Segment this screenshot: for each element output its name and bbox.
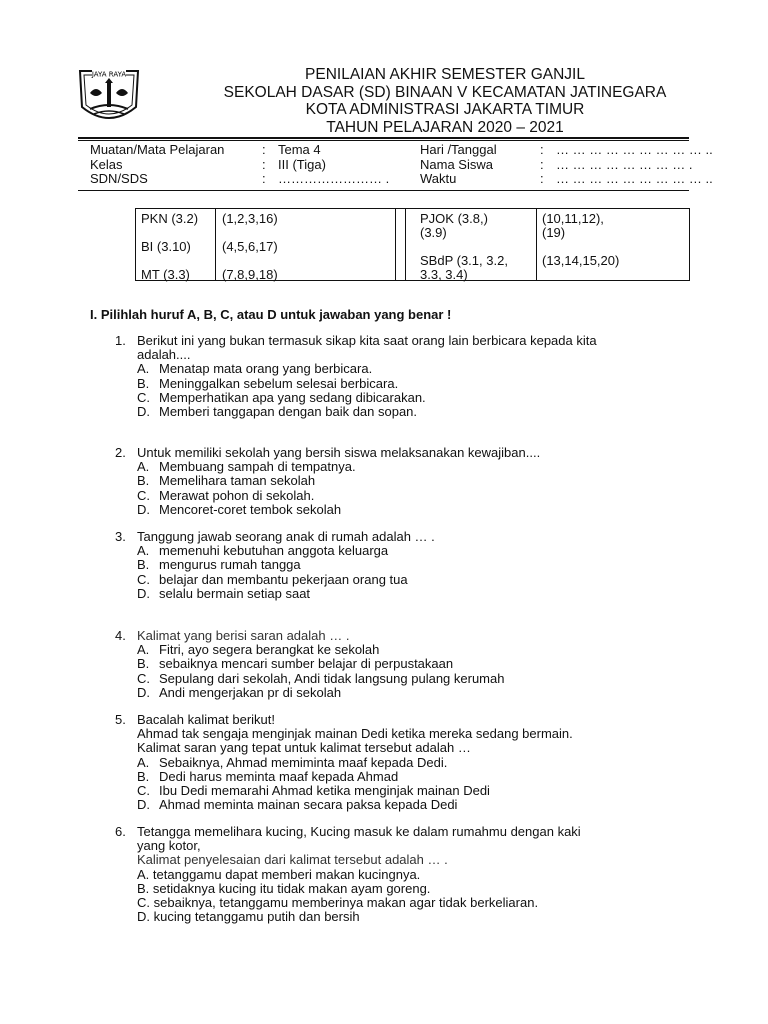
answer-option [137,503,540,517]
info-right-colons [540,143,544,187]
option-key: B. [137,557,150,573]
option-text: mengurus rumah tangga [159,557,301,573]
question-number: 5. [115,712,126,727]
question-text: Bacalah kalimat berikut! [137,712,276,727]
answer-option [137,868,581,882]
question [115,529,435,601]
answer-option [137,756,573,770]
answer-option [137,460,540,474]
option-key: A. [137,866,150,882]
answer-option [137,405,597,419]
option-key: C. [137,783,150,799]
option-text: belajar dan membantu pekerjaan orang tua [159,571,408,587]
option-key: B. [137,656,150,672]
question-text: Kalimat saran yang tepat untuk kalimat tersebut adalah … [137,740,471,756]
divider-info [78,190,689,191]
info-label-class: Kelas [90,156,123,172]
option-key: D. [137,404,150,420]
question-number: 4. [115,628,126,643]
kd-subject: (3.9) [420,225,447,240]
kd-subject: SBdP (3.1, 3.2, [420,253,508,268]
colon: : [540,142,544,157]
option-text: sebaiknya mencari sumber belajar di perpustakaan [159,656,454,672]
option-text: Memperhatikan apa yang sedang dibicarakan. [159,389,426,405]
info-label-time: Waktu [420,171,457,186]
option-text: Merawat pohon di sekolah. [159,487,315,503]
kd-subject: 3.3, 3.4) [420,267,468,282]
info-value-name: … … … … … … … … . [556,156,693,172]
option-text: Meninggalkan sebelum selesai berbicara. [159,375,399,391]
option-text: Memelihara taman sekolah [159,473,316,489]
question-text: Tanggung jawab seorang anak di rumah adalah … . [137,529,435,544]
info-label-date: Hari /Tanggal [420,142,497,157]
question [115,712,573,813]
option-key: A. [137,361,150,377]
info-value-subject: Tema 4 [278,142,321,157]
question-text: Berikut ini yang bukan termasuk sikap kita saat orang lain berbicara kepada kita [137,333,597,348]
section-instruction: I. Pilihlah huruf A, B, C, atau D untuk jawaban yang benar ! [90,307,452,322]
answer-option [137,544,435,558]
question-text: Tetangga memelihara kucing, Kucing masuk ke dalam rumahmu dengan kaki [137,824,581,839]
option-text: Memberi tanggapan dengan baik dan sopan. [159,404,418,420]
kd-numbers: (7,8,9,18) [222,267,278,282]
option-key: D. [137,585,150,601]
option-key: C. [137,895,150,911]
question-text: Kalimat yang berisi saran adalah … . [137,628,350,643]
table-column-line [395,209,396,280]
answer-option [137,362,597,376]
info-value-time: … … … … … … … … … .. [556,171,713,186]
info-value-date: … … … … … … … … … .. [556,142,713,157]
colon: : [540,156,544,172]
info-right [420,143,497,187]
question-text: Kalimat penyelesaian dari kalimat tersebut adalah … . [137,852,448,868]
option-text: Sepulang dari sekolah, Andi tidak langsung pulang kerumah [159,670,505,686]
option-key: B. [137,880,150,896]
logo-label: JAYA RAYA [91,70,127,79]
option-text: Ibu Dedi memarahi Ahmad ketika menginjak mainan Dedi [159,783,490,799]
header-title: PENILAIAN AKHIR SEMESTER GANJIL [305,66,585,83]
option-key: C. [137,487,150,503]
option-text: Fitri, ayo segera berangkat ke sekolah [159,642,380,658]
kd-numbers: (1,2,3,16) [222,211,278,226]
option-key: C. [137,670,150,686]
answer-option [137,587,435,601]
option-key: D. [137,797,150,813]
colon: : [262,156,266,172]
question [115,333,597,420]
kd-numbers: (19) [542,225,566,240]
option-text: sebaiknya, tetanggamu memberinya makan agar tidak berkeliaran. [153,895,539,911]
option-text: Menatap mata orang yang berbicara. [159,361,373,377]
info-label-subject: Muatan/Mata Pelajaran [90,142,225,157]
option-key: A. [137,754,150,770]
info-left-colons [262,143,266,187]
kd-numbers: (10,11,12), [542,211,604,226]
info-left-values [278,143,389,187]
option-key: A. [137,543,150,559]
question-text: Ahmad tak sengaja menginjak mainan Dedi ketika mereka sedang bermain. [137,726,573,742]
answer-option [137,489,540,503]
kd-subject: BI (3.10) [141,239,191,254]
question-text: yang kotor, [137,838,201,854]
answer-option [137,784,573,798]
info-right-values [556,143,713,187]
jakarta-emblem-logo [78,67,140,127]
header-year: TAHUN PELAJARAN 2020 – 2021 [326,118,564,136]
option-key: B. [137,375,150,391]
answer-option [137,896,581,910]
answer-option [137,474,540,488]
option-text: Membuang sampah di tempatnya. [159,459,356,475]
option-text: Mencoret-coret tembok sekolah [159,501,342,517]
option-text: setidaknya kucing itu tidak makan ayam goreng. [152,880,431,896]
divider-top-thin [78,140,689,141]
option-text: memenuhi kebutuhan anggota keluarga [159,543,389,559]
info-value-school: …………………… . [278,171,390,186]
question-number: 1. [115,333,126,348]
option-key: A. [137,459,150,475]
answer-option [137,882,581,896]
option-key: D. [137,684,150,700]
question-text: Untuk memiliki sekolah yang bersih siswa melaksanakan kewajiban.... [137,445,541,460]
answer-option [137,798,573,812]
info-label-school: SDN/SDS [90,171,148,186]
answer-option [137,770,573,784]
option-key: B. [137,768,150,784]
answer-option [137,910,581,924]
header-city: KOTA ADMINISTRASI JAKARTA TIMUR [305,101,585,118]
table-column-line [215,209,216,280]
divider-top [78,137,689,139]
question-number: 6. [115,824,126,839]
answer-option [137,672,504,686]
option-text: kucing tetanggamu putih dan bersih [153,909,360,925]
option-text: Sebaiknya, Ahmad memiminta maaf kepada Dedi. [159,754,448,770]
info-label-name: Nama Siswa [420,156,493,172]
table-column-line [536,209,537,280]
answer-option [137,643,504,657]
answer-option [137,558,435,572]
colon: : [540,171,544,186]
option-text: tetanggamu dapat memberi makan kucingnya. [152,866,421,882]
info-value-class: III (Tiga) [278,156,326,172]
kd-numbers: (4,5,6,17) [222,239,278,254]
colon: : [262,142,266,157]
answer-option [137,391,597,405]
option-key: D. [137,501,150,517]
header-school: SEKOLAH DASAR (SD) BINAAN V KECAMATAN JATINEGARA [223,83,667,101]
kd-subject: PKN (3.2) [141,211,199,226]
option-text: Ahmad meminta mainan secara paksa kepada Dedi [159,797,458,813]
question [115,445,541,517]
info-left [90,143,224,187]
option-text: selalu bermain setiap saat [159,585,311,601]
option-key: D. [137,909,150,925]
answer-option [137,377,597,391]
option-key: B. [137,473,150,489]
kd-subject: MT (3.3) [141,267,190,282]
option-key: C. [137,389,150,405]
colon: : [262,171,266,186]
option-text: Andi mengerjakan pr di sekolah [159,684,342,700]
question-number: 2. [115,445,126,460]
option-text: Dedi harus meminta maaf kepada Ahmad [159,768,399,784]
table-column-line [405,209,406,280]
option-key: A. [137,642,150,658]
question [115,628,505,700]
answer-option [137,657,504,671]
kd-subject: PJOK (3.8,) [420,211,488,226]
question [115,824,581,925]
kd-numbers: (13,14,15,20) [542,253,620,268]
option-key: C. [137,571,150,587]
question-number: 3. [115,529,126,544]
competency-table [135,208,690,281]
question-text: adalah.... [137,347,191,363]
school-header [150,66,740,136]
answer-option [137,686,504,700]
answer-option [137,573,435,587]
